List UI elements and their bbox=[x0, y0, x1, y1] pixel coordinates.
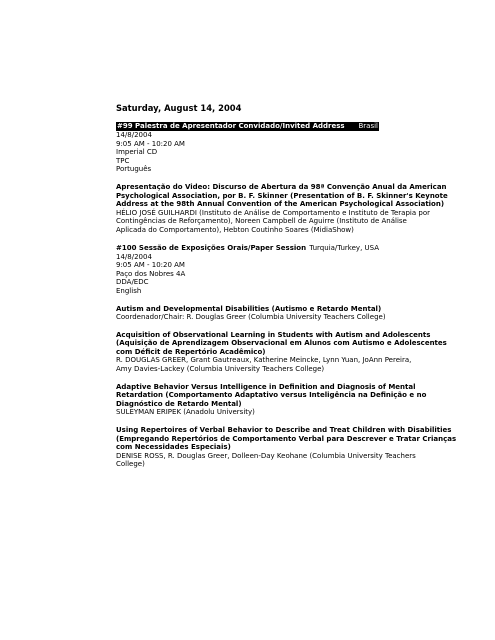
session-100-date: 14/8/2004 bbox=[116, 252, 152, 261]
paper-title-line: Retardation (Comportamento Adaptativo versus Inteligência na Definição e no bbox=[116, 391, 427, 400]
paper-title-line: Acquisition of Observational Learning in Students with Autism and Adolescents bbox=[116, 330, 431, 339]
paper-authors-line: DENISE ROSS, R. Douglas Greer, Dolleen-Day Keohane (Columbia University Teachers bbox=[116, 451, 416, 460]
paper-authors-line: SULEYMAN ERIPEK (Anadolu University) bbox=[116, 408, 255, 417]
paper-title-line: com Necessidades Especiais) bbox=[116, 443, 231, 452]
session-100-language: English bbox=[116, 286, 142, 295]
talk-title-line: Psychological Association, por B. F. Skinner (Presentation of B. F. Skinner's Keynote bbox=[116, 191, 448, 200]
day-title: Saturday, August 14, 2004 bbox=[116, 103, 242, 113]
session-100-time: 9:05 AM - 10:20 AM bbox=[116, 261, 185, 270]
session-99-title: #99 Palestra de Apresentador Convidado/Invited Address bbox=[117, 122, 345, 130]
paper-title-line: (Aquisição de Aprendizagem Observacional em Alunos com Autismo e Adolescentes bbox=[116, 339, 447, 348]
session-100-header bbox=[116, 244, 379, 253]
authors-line: Contingências de Reforçamento), Noreen Campbell de Aguirre (Instituto de Análise bbox=[116, 217, 407, 226]
talk-title-line: Address at the 98th Annual Convention of the American Psychological Association) bbox=[116, 200, 445, 209]
paper-title-line: (Empregando Repertórios de Comportamento Verbal para Descrever e Tratar Crianças bbox=[116, 434, 457, 443]
session-100-chair: Coordenador/Chair: R. Douglas Greer (Columbia University Teachers College) bbox=[116, 313, 386, 322]
paper-title-line: Using Repertoires of Verbal Behavior to Describe and Treat Children with Disabilities bbox=[116, 426, 452, 435]
paper-1 bbox=[116, 330, 447, 374]
session-99-language: Português bbox=[116, 165, 152, 174]
paper-title-line: com Déficit de Repertório Acadêmico) bbox=[116, 347, 266, 356]
program-column bbox=[116, 103, 457, 469]
paper-authors-line: College) bbox=[116, 460, 145, 469]
session-100-location: Turquia/Turkey, USA bbox=[309, 243, 379, 252]
session-99-room: Imperial CD bbox=[116, 148, 158, 157]
session-99-talk-title bbox=[116, 182, 448, 209]
authors-line: HÉLIO JOSÉ GUILHARDI (Instituto de Análise de Comportamento e Instituto de Terapia por bbox=[116, 208, 430, 217]
paper-authors-line: R. DOUGLAS GREER, Grant Gautreaux, Katherine Meincke, Lynn Yuan, JoAnn Pereira, bbox=[116, 356, 412, 365]
paper-title-line: Diagnóstico de Retardo Mental) bbox=[116, 399, 242, 408]
session-99-time: 9:05 AM - 10:20 AM bbox=[116, 139, 185, 148]
session-99-details bbox=[116, 131, 379, 174]
session-99-authors bbox=[116, 208, 430, 235]
session-99-date: 14/8/2004 bbox=[116, 131, 152, 139]
authors-line: Aplicada do Comportamento), Hebton Coutinho Soares (MidiaShow) bbox=[116, 225, 354, 234]
session-99-area: TPC bbox=[116, 156, 130, 165]
session-100-room: Paço dos Nobres 4A bbox=[116, 269, 186, 278]
talk-title-line: Apresentação do Video: Discurso de Abertura da 98ª Convenção Anual da American bbox=[116, 182, 447, 191]
paper-3 bbox=[116, 426, 457, 469]
session-99-header bbox=[116, 122, 379, 131]
session-100-area: DDA/EDC bbox=[116, 278, 149, 287]
paper-2 bbox=[116, 382, 427, 417]
session-100-heading: Autism and Developmental Disabilities (Autismo e Retardo Mental) bbox=[116, 304, 382, 313]
paper-title-line: Adaptive Behavior Versus Intelligence in Definition and Diagnosis of Mental bbox=[116, 382, 416, 391]
session-100-title: #100 Sessão de Exposições Orais/Paper Session bbox=[116, 243, 307, 252]
session-100-details bbox=[116, 253, 379, 296]
paper-authors-line: Amy Davies-Lackey (Columbia University Teachers College) bbox=[116, 365, 325, 374]
session-99-location: Brasil bbox=[358, 122, 378, 130]
